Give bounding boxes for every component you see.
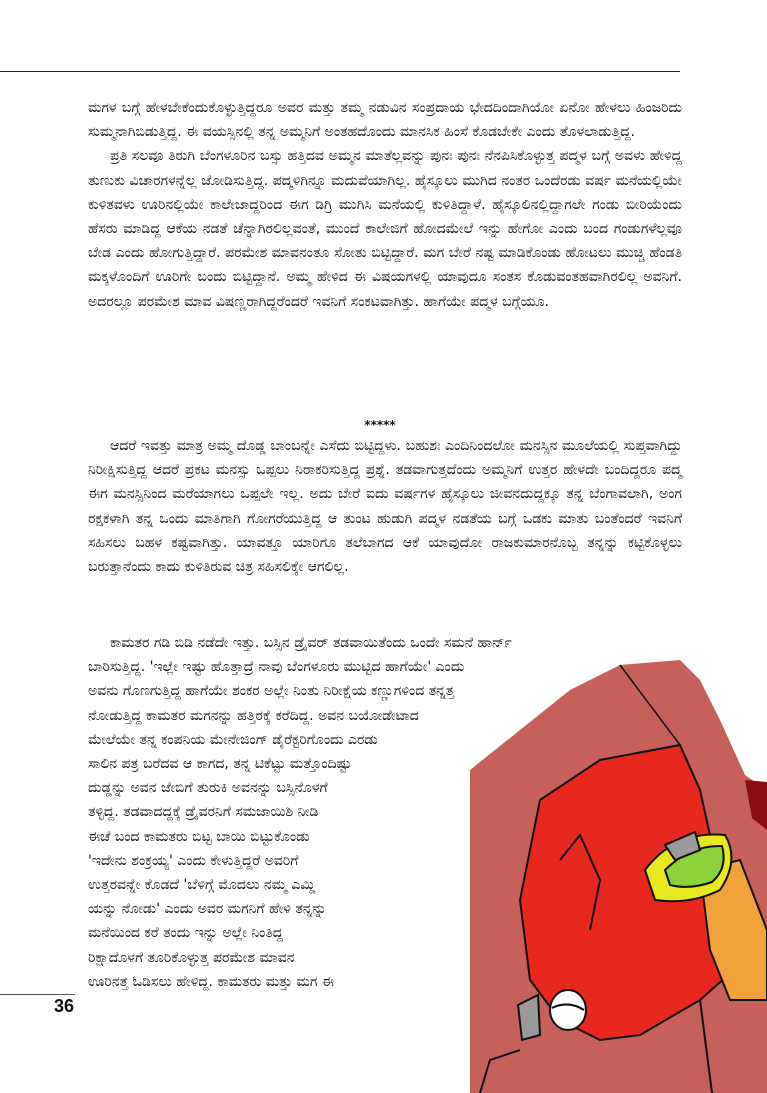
paragraph-4-line: ರಿಕ್ಷಾದೊಳಗೆ ತೂರಿಕೊಳ್ಳುತ್ತ ಪರಮೇಶ ಮಾವನ <box>88 949 295 966</box>
paragraph-4-line: ಮನೆಯಿಂದ ಕರೆ ತಂದು ಇನ್ನು ಅಲ್ಲೇ ನಿಂತಿದ್ದ <box>88 925 284 942</box>
page-number: 36 <box>54 996 75 1016</box>
paragraph-2: ಪ್ರತಿ ಸಲವೂ ತಿರುಗಿ ಬೆಂಗಳೂರಿನ ಬಸ್ಸು ಹತ್ತಿದವ ಅಮ್ಮನ ಮಾತೆಲ್ಲವನ್ನು ಪುನಃ ಪುನಃ ನೆನಪಿಸಿಕೊಳ್ಳುತ್ತ ಪದ್ಮಳ ಬಗ್ಗೆ ಅವಳು ಹೇಳಿದ್ದ ತುಣುಕು ವಿಚಾರಗಳನ್ನೆಲ್ಲ ಜೋಡಿಸುತ್ತಿದ್ದ. ಪದ್ಮಳಿಗಿನ್ನೂ ಮದುವೆಯಾಗಿಲ್ಲ. ಹೈಸ್ಕೂಲು ಮುಗಿದ ನಂತರ ಒಂದೆರಡು ವರ್ಷ ಮನೆಯಲ್ಲಿಯೇ ಕುಳಿತವಳು ಊರಿನಲ್ಲಿಯೇ ಕಾಲೇಜಾದ್ದರಿಂದ ಈಗ ಡಿಗ್ರಿ ಮುಗಿಸಿ ಮನೆಯಲ್ಲಿ ಕುಳಿತಿದ್ದಾಳೆ. ಹೈಸ್ಕೂಲಿನಲ್ಲಿದ್ದಾಗಲೇ ಗಂಡು ಬೀರಿಯೆಂದು ಹೆಸರು ಮಾಡಿದ್ದ ಆಕೆಯ ನಡತೆ ಚೆನ್ನಾಗಿರಲಿಲ್ಲವಂತೆ, ಮುಂದೆ ಕಾಲೇಜಿಗೆ ಹೋದಮೇಲೆ ಇನ್ನು ಹೇಗೋ ಎಂದು ಬಂದ ಗಂಡುಗಳೆಲ್ಲವೂ ಬೇಡ ಎಂದು ಹೋಗುತ್ತಿದ್ದಾರೆ. ಪರಮೇಶ ಮಾವನಂತೂ ಸೋತು ಬಿಟ್ಟಿದ್ದಾರೆ. ಮಗ ಬೇರೆ ನಷ್ಟ ಮಾಡಿಕೊಂಡು ಹೋಟಲು ಮುಚ್ಚಿ ಹೆಂಡತಿ ಮಕ್ಕಳೊಂದಿಗೆ ಊರಿಗೇ ಬಂದು ಬಿಟ್ಟಿದ್ದಾನೆ. ಅಮ್ಮ ಹೇಳಿದ ಈ ವಿಷಯಗಳಲ್ಲಿ ಯಾವುದೂ ಸಂತಸ ಕೊಡುವಂತಹವಾಗಿರಲಿಲ್ಲ ಅವನಿಗೆ. ಅದರಲ್ಲೂ ಪರಮೇಶ ಮಾವ ವಿಷಣ್ಣರಾಗಿದ್ದರೆಂದರೆ ಇವನಿಗೆ ಸಂಕಟವಾಗಿತ್ತು. ಹಾಗೆಯೇ ಪದ್ಮಳ ಬಗ್ಗೆಯೂ. <box>88 148 682 310</box>
paragraph-4-line: 'ಇದೇನು ಶಂಕ್ರಯ್ಯ' ಎಂದು ಕೇಳುತ್ತಿದ್ದರೆ ಅವರಿಗೆ <box>88 852 299 869</box>
body-text-middle <box>88 434 682 579</box>
paragraph-4-line: ಕಾಮತರ ಗಡಿ ಬಿಡಿ ನಡೆದೇ ಇತ್ತು. ಬಸ್ಸಿನ ಡ್ರೈವರ್ ತಡವಾಯಿತೆಂದು ಒಂದೇ ಸಮನೆ ಹಾರ್ನ್ <box>110 635 512 651</box>
section-separator: ***** <box>364 418 396 432</box>
paragraph-4-line: ಅವನು ಗೊಣಗುತ್ತಿದ್ದ ಹಾಗೆಯೇ ಶಂಕರ ಅಲ್ಲೇ ನಿಂತು ನಿರೀಕ್ಷೆಯ ಕಣ್ಣುಗಳಿಂದ ತನ್ನತ್ತ <box>88 683 455 700</box>
paragraph-4-line: ನೋಡುತ್ತಿದ್ದ ಕಾಮತರ ಮಗನನ್ನು ಹತ್ತಿರಕ್ಕೆ ಕರೆದಿದ್ದ. ಅವನ ಬಯೋಡೇಟಾದ <box>88 707 419 724</box>
paragraph-4-line: ಬಾರಿಸುತ್ತಿದ್ದ. 'ಇಲ್ಲೇ ಇಷ್ಟು ಹೊತ್ತಾದ್ರೆ ನಾವು ಬೆಂಗಳೂರು ಮುಟ್ಟಿದ ಹಾಗೆಯೇ' ಎಂದು <box>88 659 465 676</box>
paragraph-4-line: ಯನ್ನು ನೋಡು' ಎಂದು ಅವರ ಮಗನಿಗೆ ಹೇಳಿ ತನ್ನನ್ನು <box>88 901 327 918</box>
paragraph-4-line: ಮೇಲೆಯೇ ತನ್ನ ಕಂಪನಿಯ ಮೇನೇಜಿಂಗ್ ಡೈರೆಕ್ಟರಿಗೊಂದು ಎರಡು <box>88 731 378 748</box>
paragraph-4-line: ಉತ್ತರವನ್ನೇ ಕೊಡದೆ 'ಬೆಳಿಗ್ಗೆ ಮೊದಲು ನಮ್ಮ ಎಮ್ಡಿ <box>88 877 316 893</box>
paragraph-4-line: ಊರಿನತ್ತ ಓಡಿಸಲು ಹೇಳಿದ್ದ. ಕಾಮತರು ಮತ್ತು ಮಗ ಈ <box>88 973 335 990</box>
paragraph-1: ಮಗಳ ಬಗ್ಗೆ ಹೇಳಬೇಕೆಂದುಕೊಳ್ಳುತ್ತಿದ್ದರೂ ಅವರ ಮತ್ತು ತಮ್ಮ ನಡುವಿನ ಸಂಪ್ರದಾಯ ಭೇದದಿಂದಾಗಿಯೋ ಏನೋ ಹೇಳಲು ಹಿಂಜರಿದು ಸುಮ್ಮನಾಗಿಬಿಡುತ್ತಿದ್ದ. ಈ ವಯಸ್ಸಿನಲ್ಲಿ ತನ್ನ ಅಮ್ಮನಿಗೆ ಅಂತಹದೊಂದು ಮಾನಸಿಕ ಹಿಂಸೆ ಕೊಡಬೇಕೇ ಎಂದು ತೊಳಲಾಡುತ್ತಿದ್ದ. <box>88 100 682 141</box>
paragraph-4-line: ಈಚೆ ಬಂದ ಕಾಮತರು ಬಿಟ್ಟ ಬಾಯಿ ಬಿಟ್ಟುಕೊಂಡು <box>88 828 310 845</box>
body-text-top <box>88 96 682 314</box>
paragraph-4-line: ದುಡ್ಡನ್ನು ಅವನ ಜೇಬಿಗೆ ತುರುಕಿ ಅವನನ್ನು ಬಸ್ಸಿನೊಳಗೆ <box>88 780 328 797</box>
paragraph-4-line: ಸಾಲಿನ ಪತ್ರ ಬರೆದವ ಆ ಕಾಗದ, ತನ್ನ ಟಿಕೆಟ್ಟು ಮತ್ತೊಂದಿಷ್ಟು <box>88 756 352 772</box>
paragraph-3: ಆದರೆ ಇವತ್ತು ಮಾತ್ರ ಅಮ್ಮ ದೊಡ್ಡ ಬಾಂಬನ್ನೇ ಎಸೆದು ಬಿಟ್ಟಿದ್ದಳು. ಬಹುಶಃ ಎಂದಿನಿಂದಲೋ ಮನಸ್ಸಿನ ಮೂಲೆಯಲ್ಲಿ ಸುಪ್ತವಾಗಿದ್ದು ನಿರೀಕ್ಷಿಸುತ್ತಿದ್ದ ಆದರೆ ಪ್ರಕಟ ಮನಸ್ಸು ಒಪ್ಪಲು ನಿರಾಕರಿಸುತ್ತಿದ್ದ ಪ್ರಶ್ನೆ. ತಡವಾಗುತ್ತದೆಂದು ಅಮ್ಮನಿಗೆ ಉತ್ತರ ಹೇಳದೇ ಬಂದಿದ್ದರೂ ಪದ್ಮ ಈಗ ಮನಸ್ಸಿನಿಂದ ಮರೆಯಾಗಲು ಒಪ್ಪಲೇ ಇಲ್ಲ. ಅದು ಬೇರೆ ಐದು ವರ್ಷಗಳ ಹೈಸ್ಕೂಲು ಜೀವನದುದ್ದಕ್ಕೂ ತನ್ನ ಬೆಂಗಾವಲಾಗಿ, ಅಂಗ ರಕ್ಷಕಳಾಗಿ ತನ್ನ ಒಂದು ಮಾತಿಗಾಗಿ ಗೋಗರೆಯುತ್ತಿದ್ದ ಆ ತುಂಟ ಹುಡುಗಿ ಪದ್ಮಳ ನಡತೆಯ ಬಗ್ಗೆ ಒಡಕು ಮಾತು ಬಂತೆಂದರೆ ಇವನಿಗೆ ಸಹಿಸಲು ಬಹಳ ಕಷ್ಟವಾಗಿತ್ತು. ಯಾವತ್ತೂ ಯಾರಿಗೂ ತಲೆಬಾಗದ ಆಕೆ ಯಾವುದೋ ರಾಜಕುಮಾರನೊಬ್ಬ ತನ್ನನ್ನು ಕಟ್ಟಿಕೊಳ್ಳಲು ಬರುತ್ತಾನೆಂದು ಕಾದು ಕುಳಿತಿರುವ ಚಿತ್ರ ಸಹಿಸಲಿಕ್ಕೇ ಆಗಲಿಲ್ಲ. <box>88 438 682 576</box>
page-number-rule <box>0 994 75 995</box>
paragraph-4-line: ತಳ್ಳಿದ್ದ. ತಡವಾದದ್ದಕ್ಕೆ ಡ್ರೈವರನಿಗೆ ಸಮಜಾಯಿಶಿ ನೀಡಿ <box>88 804 319 821</box>
